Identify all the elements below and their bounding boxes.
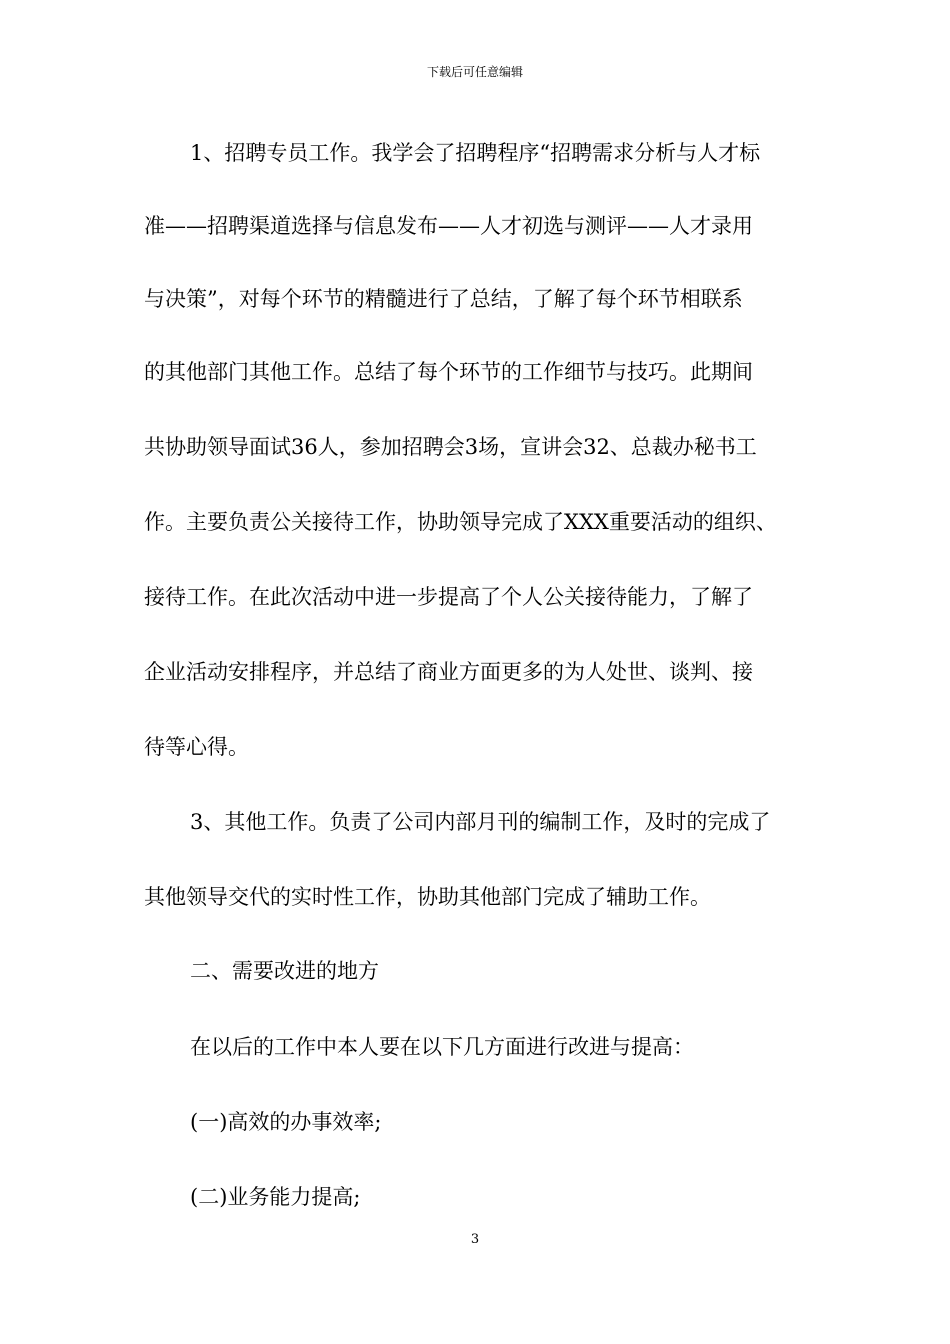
paragraph-line: 共协助领导面试36人，参加招聘会3场，宣讲会32、总裁办秘书工 [144, 435, 757, 459]
paragraph-line: 企业活动安排程序，并总结了商业方面更多的为人处世、谈判、接 [144, 660, 753, 684]
list-item: (一)高效的办事效率; [190, 1110, 382, 1134]
page-number: 3 [470, 1232, 480, 1247]
section-heading: 二、需要改进的地方 [190, 959, 379, 983]
paragraph-line: 其他领导交代的实时性工作，协助其他部门完成了辅助工作。 [144, 885, 711, 909]
page-header: 下载后可任意编辑 [426, 65, 523, 79]
paragraph-line: 作。主要负责公关接待工作，协助领导完成了XXX重要活动的组织、 [144, 510, 777, 534]
paragraph-line: 1、招聘专员工作。我学会了招聘程序“招聘需求分析与人才标 [190, 141, 761, 165]
paragraph-line: 与决策”，对每个环节的精髓进行了总结，了解了每个环节相联系 [144, 287, 743, 311]
paragraph-line: 的其他部门其他工作。总结了每个环节的工作细节与技巧。此期间 [144, 360, 753, 384]
list-item: (二)业务能力提高; [190, 1185, 361, 1209]
paragraph-line: 3、其他工作。负责了公司内部月刊的编制工作，及时的完成了 [190, 810, 771, 834]
paragraph-line: 接待工作。在此次活动中进一步提高了个人公关接待能力，了解了 [144, 585, 753, 609]
paragraph-line: 在以后的工作中本人要在以下几方面进行改进与提高： [190, 1035, 694, 1059]
paragraph-line: 准——招聘渠道选择与信息发布——人才初选与测评——人才录用 [144, 214, 753, 238]
paragraph-line: 待等心得。 [144, 735, 249, 759]
